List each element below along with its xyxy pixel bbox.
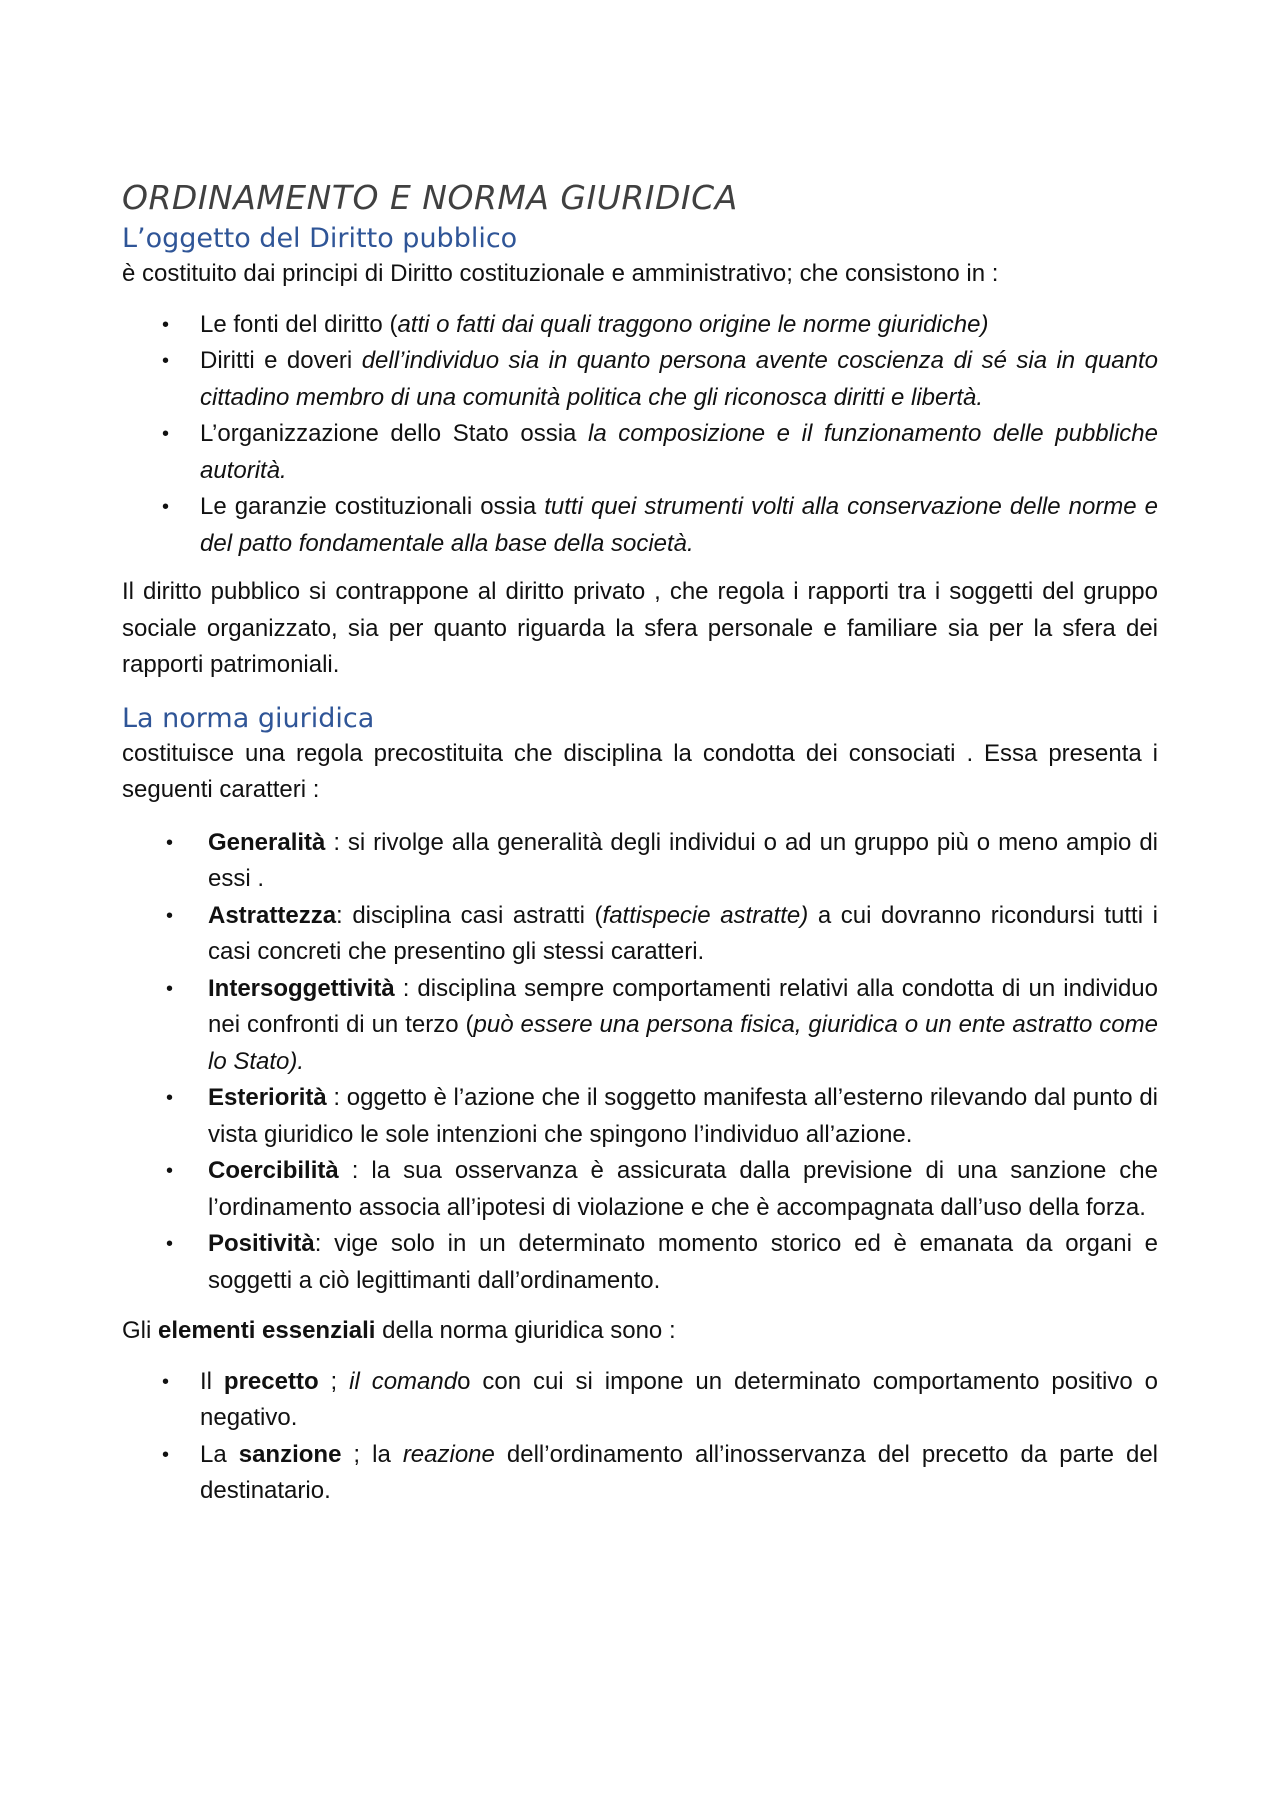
- bullet-icon: •: [166, 1160, 174, 1182]
- text-run: Gli: [122, 1317, 158, 1344]
- item-italic: fattispecie astratte): [602, 901, 809, 929]
- item-term: Coercibilità: [208, 1157, 339, 1184]
- elementi-intro: [122, 1313, 1158, 1350]
- item-text: ; la: [341, 1440, 403, 1468]
- item-italic: tutti quei strumenti volti alla conservazione delle norme e del patto fondamentale alla base della società.: [200, 493, 1158, 557]
- bullet-icon: •: [162, 1443, 170, 1466]
- list-item: [122, 1226, 1158, 1299]
- item-term: precetto: [223, 1367, 319, 1395]
- list-item: [122, 343, 1158, 416]
- list-item: [122, 898, 1158, 971]
- item-italic: reazione: [402, 1440, 495, 1468]
- bullet-icon: •: [166, 831, 174, 854]
- item-term: sanzione: [238, 1440, 342, 1468]
- item-text: a cui dovranno ricondursi tutti i casi concreti che presentino gli stessi caratteri.: [208, 901, 1158, 965]
- item-text: Diritti e doveri: [200, 347, 362, 374]
- bullet-icon: •: [166, 1233, 174, 1255]
- caratteri-list: [122, 825, 1158, 1300]
- text-bold: elementi essenziali: [158, 1317, 376, 1344]
- bullet-icon: •: [162, 1370, 170, 1393]
- section-intro: costituisce una regola precostituita che disciplina la condotta dei consociati . Essa presenta i seguenti caratteri :: [122, 739, 1158, 803]
- item-text: : si rivolge alla generalità degli individui o ad un gruppo più o meno ampio di essi .: [208, 828, 1158, 892]
- bullet-icon: •: [166, 1087, 174, 1109]
- list-item: [122, 1153, 1158, 1226]
- bullet-icon: •: [166, 904, 174, 927]
- item-term: Generalità: [208, 828, 326, 856]
- item-text: : vige solo in un determinato momento storico ed è emanata da organi e soggetti a ciò legittimanti dall’ordinamento.: [208, 1230, 1158, 1294]
- item-text: : oggetto è l’azione che il soggetto manifesta all’esterno rilevando dal punto di vista giuridico le sole intenzioni che spingono l’individuo all’azione.: [208, 1084, 1158, 1148]
- section-heading-diritto-pubblico: L’oggetto del Diritto pubblico: [122, 223, 518, 254]
- bullet-icon: •: [162, 313, 170, 336]
- item-text: : disciplina casi astratti (: [336, 901, 603, 929]
- paragraph-diritto-privato: Il diritto pubblico si contrappone al diritto privato , che regola i rapporti tra i soggetti del gruppo sociale organizzato, sia per quanto riguarda la sfera personale e familiare sia per la sfera dei rapporti patrimoniali.: [122, 578, 1158, 678]
- item-italic: la composizione e il funzionamento delle pubbliche autorità.: [200, 420, 1158, 484]
- item-text: Le fonti del diritto (: [200, 310, 398, 338]
- item-text: Il: [200, 1367, 224, 1395]
- item-italic: può essere una persona fisica, giuridica o un ente astratto come lo Stato).: [208, 1011, 1158, 1075]
- bullet-icon: •: [162, 350, 170, 372]
- oggetto-list: [122, 307, 1158, 563]
- section-heading-norma-giuridica: La norma giuridica: [122, 702, 375, 734]
- list-item: [122, 416, 1158, 489]
- item-text: ;: [318, 1367, 350, 1395]
- item-text: La: [200, 1440, 239, 1468]
- list-item: [122, 1080, 1158, 1153]
- bullet-icon: •: [166, 977, 174, 1000]
- item-text: : la sua osservanza è assicurata dalla previsione di una sanzione che l’ordinamento associa all’ipotesi di violazione e che è accompagnata dall’uso della forza.: [208, 1157, 1158, 1221]
- list-item: [122, 1437, 1158, 1510]
- item-italic: il comand: [349, 1367, 458, 1395]
- list-item: [122, 1364, 1158, 1437]
- item-text: dell’ordinamento all’inosservanza del precetto da parte del destinatario.: [200, 1440, 1158, 1504]
- item-italic: dell’individuo sia in quanto persona avente coscienza di sé sia in quanto cittadino membro di una comunità politica che gli riconosca diritti e libertà.: [200, 347, 1159, 411]
- list-item: [122, 489, 1158, 562]
- document-title: ORDINAMENTO E NORMA GIURIDICA: [122, 178, 738, 217]
- item-term: Astrattezza: [208, 901, 337, 929]
- item-text: : disciplina sempre comportamenti relativi alla condotta di un individuo nei confronti di un terzo (: [208, 974, 1158, 1038]
- list-item: [122, 307, 1158, 344]
- item-text: o con cui si impone un determinato comportamento positivo o negativo.: [200, 1367, 1158, 1431]
- item-term: Intersoggettività: [208, 974, 395, 1002]
- list-item: [122, 825, 1158, 898]
- item-text: Le garanzie costituzionali ossia: [200, 493, 545, 520]
- section-intro: è costituito dai principi di Diritto costituzionale e amministrativo; che consistono in :: [122, 260, 999, 287]
- bullet-icon: •: [162, 423, 170, 445]
- item-term: Esteriorità: [208, 1084, 327, 1111]
- text-run: della norma giuridica sono :: [375, 1317, 676, 1344]
- bullet-icon: •: [162, 496, 170, 518]
- list-item: [122, 971, 1158, 1081]
- elementi-list: [122, 1364, 1158, 1510]
- item-text: L’organizzazione dello Stato ossia: [200, 420, 589, 447]
- item-term: Positività: [208, 1230, 315, 1257]
- item-italic: atti o fatti dai quali traggono origine le norme giuridiche): [397, 310, 989, 338]
